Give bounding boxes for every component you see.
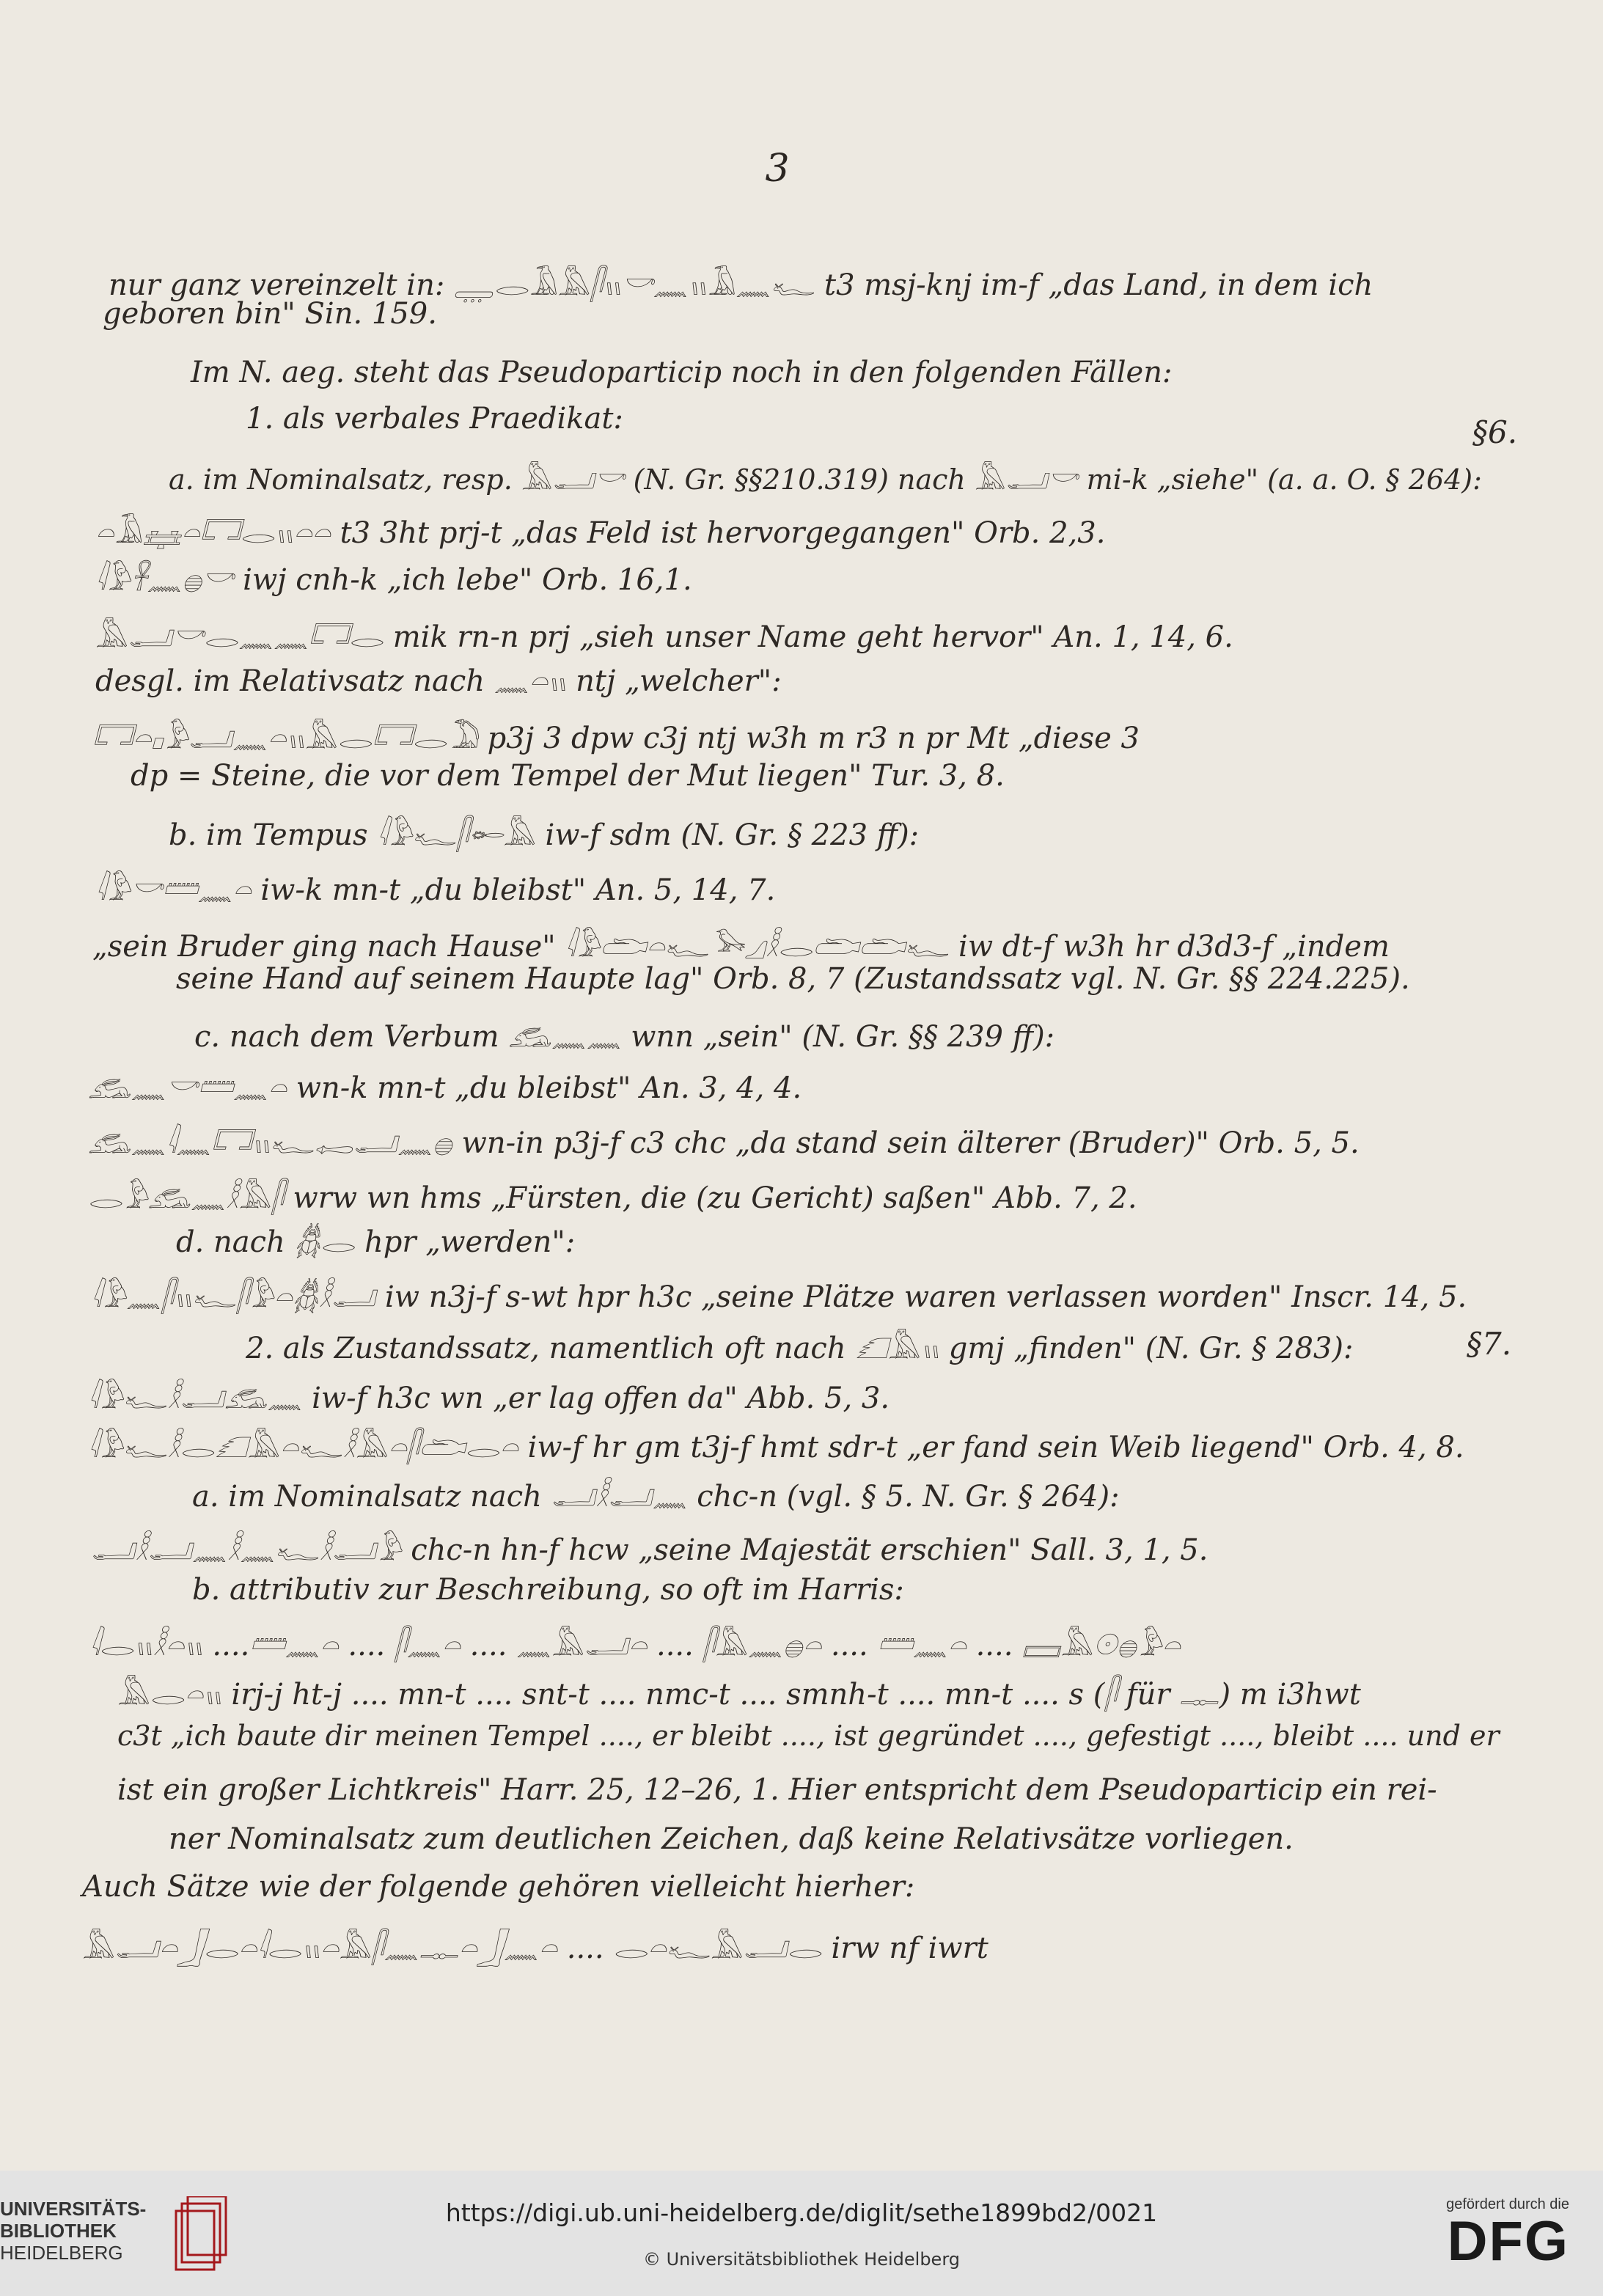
text-line-9: desgl. im Relativsatz nach 𓈖𓏏𓏭 ntj „welcher": (95, 664, 782, 698)
viewer-footer (0, 2171, 1603, 2296)
text-line-12: b. im Tempus 𓇋𓅱𓆑𓋴𓄡𓅓 iw-f sdm (N. Gr. § 223 ff): (169, 818, 920, 852)
text-line-5: a. im Nominalsatz, resp. 𓅓𓂝𓎡 (N. Gr. §§210.319) nach 𓅓𓂝𓎡 mi-k „siehe" (a. a. O. § 264): (169, 463, 1482, 496)
source-url-link[interactable]: https://digi.ub.uni-heidelberg.de/diglit/sethe1899bd2/0021 (445, 2198, 1158, 2227)
text-line-29: 𓅓𓂋𓏏𓏭 irj-j ht-j .... mn-t .... snt-t .... nmc-t .... smnh-t .... mn-t .... s (𓋴 für 𓊃) m i3hwt (117, 1678, 1361, 1712)
text-line-6: 𓏏𓄿𓈐𓏏𓉐𓂋𓏭𓏏𓏏 t3 3ht prj-t „das Feld ist hervorgegangen" Orb. 2,3. (95, 516, 1106, 550)
text-line-28: 𓇋𓂋𓏭𓎛𓏏𓏭 ....𓏠𓈖𓏏 .... 𓋴𓈖𓏏 .... 𓈖𓅓𓂝𓏏 .... 𓋴𓅓𓈖𓐍𓏏 .... 𓏠𓈖𓏏 .... 𓈙𓅓𓇳𓐍𓅱𓏏 (89, 1629, 1181, 1662)
text-line-8: 𓅓𓂝𓎡𓂋𓈖𓈖𓉐𓂋 mik rn-n prj „sieh unser Name geht hervor" An. 1, 14, 6. (95, 620, 1233, 654)
text-line-33: Auch Sätze wie der folgende gehören vielleicht hierher: (82, 1870, 915, 1904)
text-line-25: a. im Nominalsatz nach 𓂝𓎛𓂝𓈖 chc-n (vgl. § 5. N. Gr. § 264): (192, 1480, 1120, 1514)
dfg-wordmark: DFG (1447, 2210, 1569, 2273)
text-line-11: dp = Steine, die vor dem Tempel der Mut liegen" Tur. 3, 8. (131, 759, 1005, 793)
text-line-14: „sein Bruder ging nach Hause" 𓇋𓅱𓂧𓏏𓆑𓅨𓈎𓎛𓂋𓂧𓂧𓆑 iw dt-f w3h hr d3d3-f „indem (92, 930, 1390, 964)
page-number: 3 (765, 147, 790, 191)
text-line-22: 2. als Zustandssatz, namentlich oft nach 𓆎𓅓𓏭 gmj „finden" (N. Gr. § 283): (246, 1332, 1354, 1365)
text-line-21: 𓇋𓅱𓈖𓋴𓏭𓆑𓋴𓅱𓏏𓆣𓎛𓂝 iw n3j-f s-wt hpr h3c „seine Plätze waren verlassen worden" Inscr. 14, 5. (91, 1280, 1467, 1314)
text-line-16: c. nach dem Verbum 𓃹𓈖𓈖 wnn „sein" (N. Gr. §§ 239 ff): (194, 1020, 1055, 1054)
text-line-7: 𓇋𓅱𓋹𓈖𓐍𓎡 iwj cnh-k „ich lebe" Orb. 16,1. (95, 563, 692, 597)
text-line-23: 𓇋𓅱𓆑𓎛𓂝𓃹𓈖 iw-f h3c wn „er lag offen da" Abb. 5, 3. (88, 1382, 890, 1415)
dfg-logo[interactable] (1423, 2196, 1569, 2277)
text-line-18: 𓃹𓈖𓇋𓈖𓉐𓏭𓆑𓉻𓂝𓈖𓐍 wn-in p3j-f c3 chc „da stand sein älterer (Bruder)" Orb. 5, 5. (88, 1126, 1360, 1160)
dfg-funded-label: gefördert durch die (1446, 2196, 1569, 2212)
text-line-24: 𓇋𓅱𓆑𓎛𓂋𓆎𓅓𓏏𓆑𓎛𓅓𓏏𓋴𓂧𓂋𓏏 iw-f hr gm t3j-f hmt sdr-t „er fand sein Weib liegend" Orb. 4, 8. (88, 1431, 1464, 1464)
text-line-2: geboren bin" Sin. 159. (103, 297, 437, 331)
text-line-15: seine Hand auf seinem Haupte lag" Orb. 8, 7 (Zustandssatz vgl. N. Gr. §§ 224.225). (176, 962, 1410, 996)
text-line-31: ist ein großer Lichtkreis" Harr. 25, 12–26, 1. Hier entspricht dem Pseudoparticip ein rei- (117, 1773, 1437, 1807)
logo-line-3: HEIDELBERG (0, 2242, 123, 2264)
copyright-notice: © Universitätsbibliothek Heidelberg (642, 2249, 960, 2270)
text-line-20: d. nach 𓆣𓂋 hpr „werden": (176, 1225, 576, 1259)
text-line-10: 𓉐𓏏𓊪𓅱𓂝𓈖𓏏𓏭𓅓𓂋𓉐𓂋𓅐 p3j 3 dpw c3j ntj w3h m r3 n pr Mt „diese 3 (92, 722, 1140, 755)
text-line-27: b. attributiv zur Beschreibung, so oft im Harris: (192, 1573, 904, 1607)
text-line-1: nur ganz vereinzelt in: 𓇾𓂋𓄿𓅓𓋴𓏭𓎡𓈖𓏭𓄿𓈖𓆑 t3 msj-knj im-f „das Land, in dem ich (109, 268, 1373, 302)
section-mark-6: §6. (1472, 414, 1518, 450)
section-mark-7: §7. (1467, 1326, 1512, 1362)
text-line-3: Im N. aeg. steht das Pseudoparticip noch in den folgenden Fällen: (191, 356, 1173, 389)
text-line-17: 𓃹𓈖𓎡𓏠𓈖𓏏 wn-k mn-t „du bleibst" An. 3, 4, 4. (88, 1071, 802, 1105)
logo-line-1: UNIVERSITÄTS- (0, 2198, 147, 2220)
text-line-19: 𓂋𓅱𓃹𓈖𓎛𓅓𓋴 wrw wn hms „Fürsten, die (zu Gericht) saßen" Abb. 7, 2. (88, 1181, 1137, 1215)
text-line-13: 𓇋𓅱𓎡𓏠𓈖𓏏 iw-k mn-t „du bleibst" An. 5, 14, 7. (95, 873, 776, 907)
logo-line-2: BIBLIOTHEK (0, 2220, 117, 2242)
text-line-34: 𓅓𓂝𓏏𓃀𓂋𓏏𓇋𓂋𓏭𓏏𓅓𓋴𓈖𓊃𓏏𓃀𓈖𓏏 .... 𓂋𓏏𓆑𓅓𓂝𓂋 irw nf iwrt (82, 1932, 988, 1965)
text-line-32: ner Nominalsatz zum deutlichen Zeichen, daß keine Relativsätze vorliegen. (169, 1822, 1294, 1856)
text-line-4: 1. als verbales Praedikat: (246, 402, 623, 436)
text-line-30: c3t „ich baute dir meinen Tempel ...., er bleibt ...., ist gegründet ...., gefestigt ...., bleibt .... und er (117, 1720, 1500, 1752)
text-line-26: 𓂝𓎛𓂝𓈖𓎛𓈖𓆑𓎛𓂝𓅱 chc-n hn-f hcw „seine Majestät erschien" Sall. 3, 1, 5. (91, 1533, 1208, 1567)
